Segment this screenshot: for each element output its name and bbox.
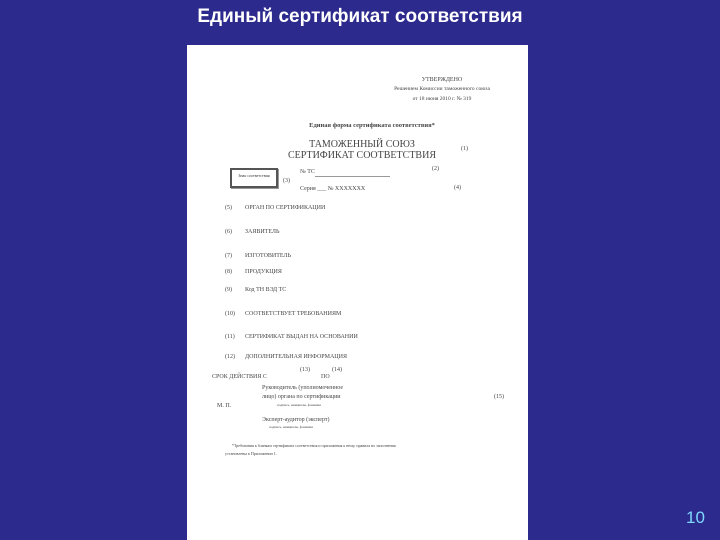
item-number: (10) <box>225 311 235 317</box>
head-title: Руководитель (уполномоченное <box>262 385 344 391</box>
approved-date: от 18 июня 2010 г. № 319 <box>412 96 472 102</box>
field-number: (4) <box>454 185 461 191</box>
form-title: Единая форма сертификата соответствия* <box>309 122 435 129</box>
expert-title: Эксперт-аудитор (эксперт) <box>262 417 330 423</box>
stamp-place: М. П. <box>217 403 232 409</box>
footnote: установлены в Приложении 1. <box>225 451 277 456</box>
field-number: (15) <box>494 394 504 400</box>
page-number: 10 <box>686 508 705 527</box>
item-label: Код ТН ВЭД ТС <box>245 287 287 293</box>
series-number: Серия ___ № XXXXXXX <box>300 186 366 192</box>
validity-label: СРОК ДЕЙСТВИЯ С <box>212 374 267 380</box>
field-number: (1) <box>461 146 468 152</box>
validity-to: ПО <box>321 374 330 380</box>
certificate-document <box>187 45 528 540</box>
item-label: ДОПОЛНИТЕЛЬНАЯ ИНФОРМАЦИЯ <box>245 354 347 360</box>
footnote: *Требования к бланкам сертификата соответствия и приложения к нему, правила их заполнения <box>232 443 396 448</box>
item-label: СЕРТИФИКАТ ВЫДАН НА ОСНОВАНИИ <box>245 334 358 340</box>
head-title: лицо) органа по сертификации <box>262 394 341 400</box>
field-number: (2) <box>432 166 439 172</box>
item-label: ОРГАН ПО СЕРТИФИКАЦИИ <box>245 205 326 211</box>
item-number: (6) <box>225 229 232 235</box>
signature-caption: подпись, инициалы, фамилия <box>269 425 313 429</box>
tc-number-label: № ТС <box>300 169 315 175</box>
item-label: ИЗГОТОВИТЕЛЬ <box>245 253 292 259</box>
item-number: (5) <box>225 205 232 211</box>
field-number: (13) <box>300 367 310 373</box>
item-label: СООТВЕТСТВУЕТ ТРЕБОВАНИЯМ <box>245 311 342 317</box>
item-label: ЗАЯВИТЕЛЬ <box>245 229 280 235</box>
approved-by: Решением Комиссии таможенного союза <box>394 86 490 92</box>
field-number: (14) <box>332 367 342 373</box>
item-number: (12) <box>225 354 235 360</box>
field-number: (3) <box>283 178 290 184</box>
item-number: (9) <box>225 287 232 293</box>
signature-caption: подпись, инициалы, фамилия <box>277 403 321 407</box>
item-label: ПРОДУКЦИЯ <box>245 269 282 275</box>
tc-number-line <box>315 176 390 177</box>
union-heading: ТАМОЖЕННЫЙ СОЮЗ <box>309 139 415 150</box>
approved: УТВЕРЖДЕНО <box>421 77 463 83</box>
item-number: (7) <box>225 253 232 259</box>
slide-title: Единый сертификат соответствия <box>197 6 523 27</box>
item-number: (8) <box>225 269 232 275</box>
conformity-mark: Знак соответствия <box>230 168 278 188</box>
item-number: (11) <box>225 334 235 340</box>
certificate-heading: СЕРТИФИКАТ СООТВЕТСТВИЯ <box>288 150 436 161</box>
